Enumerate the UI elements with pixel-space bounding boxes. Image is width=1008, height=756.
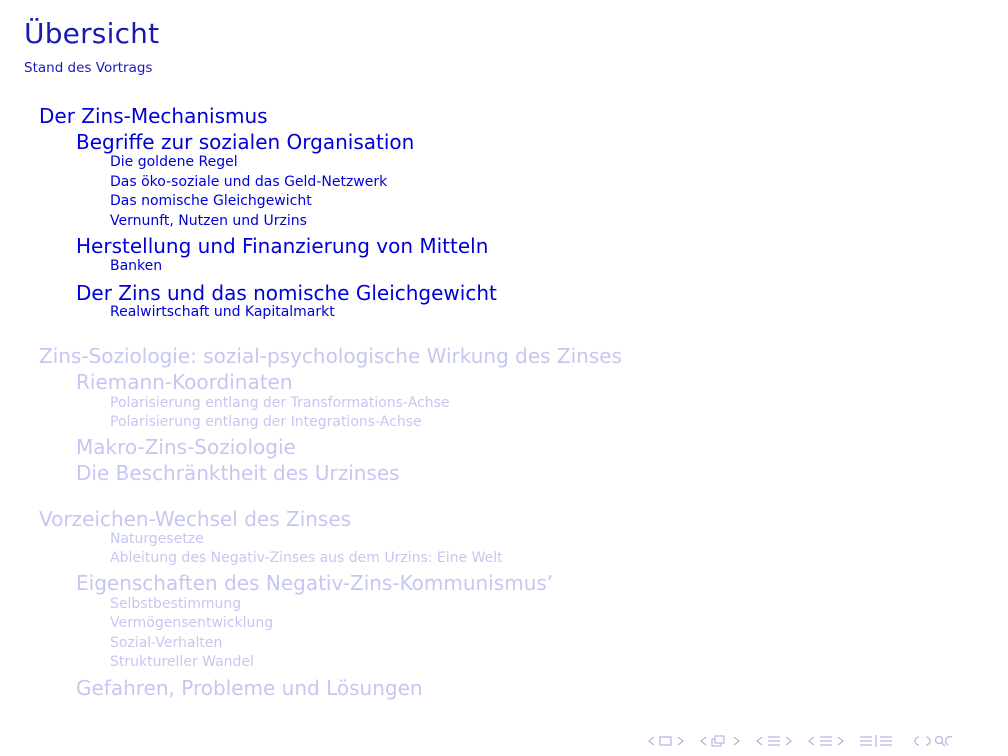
document-nav-icon[interactable]	[806, 734, 850, 748]
toc-subsection-makro[interactable]: Makro-Zins-Soziologie	[76, 435, 296, 459]
toc-subsection-riemann[interactable]: Riemann-Koordinaten	[76, 370, 293, 394]
toc-item-naturgesetze[interactable]: Naturgesetze	[110, 531, 204, 547]
toc-item-nomische-gleichgewicht[interactable]: Das nomische Gleichgewicht	[110, 193, 312, 209]
frame-subtitle: Stand des Vortrags	[24, 60, 153, 76]
toc-section-vorzeichen-wechsel[interactable]: Vorzeichen-Wechsel des Zinses	[39, 507, 352, 531]
toc-item-oeko-soziale[interactable]: Das öko-soziale und das Geld-Netzwerk	[110, 174, 388, 190]
toc-item-selbstbestimmung[interactable]: Selbstbestimmung	[110, 596, 242, 612]
toc-subsection-herstellung[interactable]: Herstellung und Finanzierung von Mitteln	[76, 234, 489, 258]
navigation-bar	[646, 732, 964, 750]
toc-item-vermoegensentwicklung[interactable]: Vermögensentwicklung	[110, 615, 274, 631]
toc-item-banken[interactable]: Banken	[110, 258, 163, 274]
frame-title: Übersicht	[24, 17, 160, 50]
toc-item-sozial-verhalten[interactable]: Sozial-Verhalten	[110, 635, 223, 651]
toc-subsection-begriffe[interactable]: Begriffe zur sozialen Organisation	[76, 130, 415, 154]
toc-item-goldene-regel[interactable]: Die goldene Regel	[110, 154, 238, 170]
toc-section-zins-mechanismus[interactable]: Der Zins-Mechanismus	[39, 104, 268, 128]
toc-item-realwirtschaft[interactable]: Realwirtschaft und Kapitalmarkt	[110, 304, 335, 320]
toc-item-integrations-achse[interactable]: Polarisierung entlang der Integrations-Achse	[110, 414, 422, 430]
section-nav-icon[interactable]	[754, 734, 798, 748]
toc-item-transformations-achse[interactable]: Polarisierung entlang der Transformations-Achse	[110, 395, 450, 411]
toc-item-ableitung[interactable]: Ableitung des Negativ-Zinses aus dem Urzins: Eine Welt	[110, 550, 503, 566]
toc-item-vernunft[interactable]: Vernunft, Nutzen und Urzins	[110, 213, 307, 229]
toc-subsection-eigenschaften[interactable]: Eigenschaften des Negativ-Zins-Kommunismus’	[76, 571, 554, 595]
frame-nav-icon[interactable]	[646, 734, 690, 748]
subsection-nav-icon[interactable]	[698, 734, 746, 748]
toc-item-struktureller-wandel[interactable]: Struktureller Wandel	[110, 654, 254, 670]
search-icon[interactable]	[912, 734, 956, 748]
toc-subsection-zins-gleichgewicht[interactable]: Der Zins und das nomische Gleichgewicht	[76, 281, 497, 305]
appendix-nav-icon[interactable]	[858, 734, 904, 748]
toc-subsection-gefahren[interactable]: Gefahren, Probleme und Lösungen	[76, 676, 423, 700]
toc-section-zins-soziologie[interactable]: Zins-Soziologie: sozial-psychologische Wirkung des Zinses	[39, 344, 622, 368]
toc-subsection-beschraenktheit[interactable]: Die Beschränktheit des Urzinses	[76, 461, 400, 485]
